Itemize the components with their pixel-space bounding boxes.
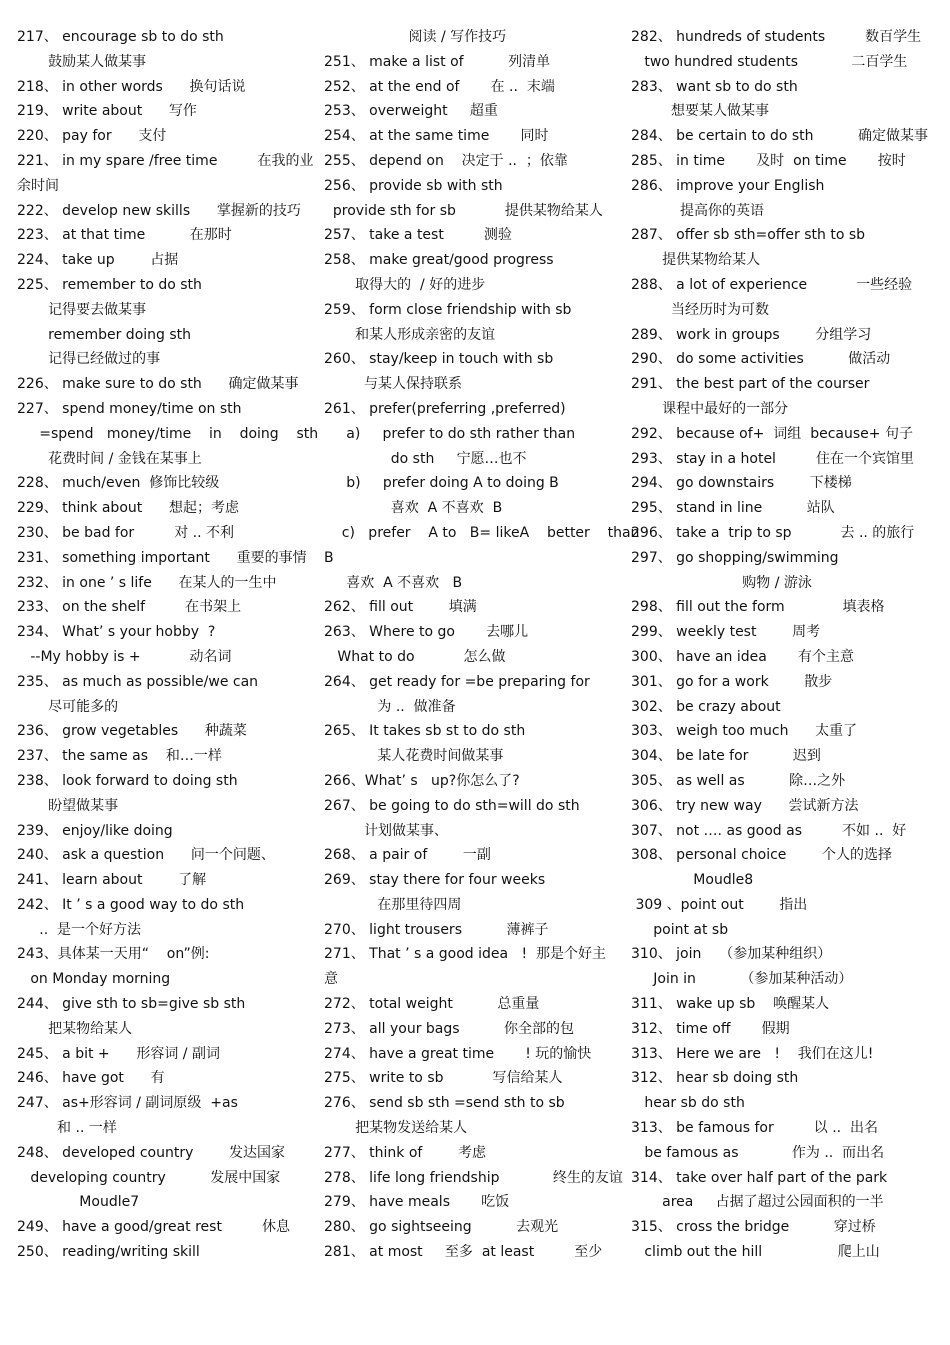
text-line: b) prefer doing A to doing B <box>324 475 559 492</box>
text-line: 294、 go downstairs 下楼梯 <box>631 475 852 492</box>
text-line: 297、 go shopping/swimming <box>631 549 839 566</box>
text-line: 275、 write to sb 写信给某人 <box>324 1070 563 1087</box>
text-line: 313、 Here we are ! 我们在这儿! <box>631 1045 874 1062</box>
text-line: 301、 go for a work 散步 <box>631 673 833 690</box>
text-line: Moudle8 <box>631 872 754 889</box>
text-line: 311、 wake up sb 唤醒某人 <box>631 996 830 1013</box>
text-line: 248、 developed country 发达国家 <box>17 1144 286 1161</box>
text-line: 286、 improve your English <box>631 177 825 194</box>
text-line: 312、 time off 假期 <box>631 1020 790 1037</box>
text-line: 当经历时为可数 <box>631 301 770 318</box>
text-line: 与某人保持联系 <box>324 376 463 393</box>
text-line: do sth 宁愿…也不 <box>324 450 527 467</box>
text-line: 鼓励某人做某事 <box>17 53 147 70</box>
text-line: 271、 That ’ s a good idea ! 那是个好主 <box>324 946 606 963</box>
text-line: 250、 reading/writing skill <box>17 1244 200 1261</box>
text-line: 和 .. 一样 <box>17 1120 117 1137</box>
text-line: 228、 much/even 修饰比较级 <box>17 475 220 492</box>
text-line: Join in （参加某种活动） <box>631 971 853 988</box>
text-line: 244、 give sth to sb=give sb sth <box>17 996 246 1013</box>
text-line: 273、 all your bags 你全部的包 <box>324 1020 575 1037</box>
text-line: 277、 think of 考虑 <box>324 1144 486 1161</box>
text-line: 313、 be famous for 以 .. 出名 <box>631 1120 879 1137</box>
text-line: 259、 form close friendship with sb <box>324 301 572 318</box>
text-line: 303、 weigh too much 太重了 <box>631 723 858 740</box>
text-line: area 占据了超过公园面积的一半 <box>631 1194 884 1211</box>
text-line: 296、 take a trip to sp 去 .. 的旅行 <box>631 524 915 541</box>
text-line: 255、 depend on 决定于 .. ；依靠 <box>324 152 568 169</box>
text-line: 302、 be crazy about <box>631 698 781 715</box>
text-line: 293、 stay in a hotel 住在一个宾馆里 <box>631 450 914 467</box>
text-line: 阅读 / 写作技巧 <box>324 29 507 45</box>
text-line: B <box>324 549 334 566</box>
text-line: 计划做某事、 <box>324 822 449 839</box>
text-line: 提供某物给某人 <box>631 252 761 269</box>
text-line: 268、 a pair of 一副 <box>324 847 491 864</box>
text-line: 304、 be late for 迟到 <box>631 748 821 765</box>
text-line: 把某物发送给某人 <box>324 1120 468 1137</box>
text-line: 242、 It ’ s a good way to do sth <box>17 896 245 913</box>
text-line: 278、 life long friendship 终生的友谊 <box>324 1169 623 1186</box>
text-line: 283、 want sb to do sth <box>631 78 798 95</box>
text-line: 盼望做某事 <box>17 797 119 814</box>
text-line: 260、 stay/keep in touch with sb <box>324 351 554 368</box>
text-line: provide sth for sb 提供某物给某人 <box>324 202 603 219</box>
text-line: 290、 do some activities 做活动 <box>631 351 891 368</box>
text-line: 和某人形成亲密的友谊 <box>324 326 496 343</box>
text-line: 288、 a lot of experience 一些经验 <box>631 276 913 293</box>
text-line: 243、具体某一天用“ on”例: <box>17 946 210 963</box>
text-line: 306、 try new way 尝试新方法 <box>631 797 859 814</box>
text-line: 尽可能多的 <box>17 698 119 715</box>
text-line: 222、 develop new skills 掌握新的技巧 <box>17 202 301 219</box>
text-line: 291、 the best part of the courser <box>631 376 870 393</box>
text-line: 295、 stand in line 站队 <box>631 500 835 517</box>
text-line: 281、 at most 至多 at least 至少 <box>324 1244 603 1261</box>
text-line: 276、 send sb sth =send sth to sb <box>324 1095 565 1112</box>
text-line: 237、 the same as 和…一样 <box>17 748 222 765</box>
text-line: climb out the hill 爬上山 <box>631 1244 880 1261</box>
text-line: 269、 stay there for four weeks <box>324 872 546 889</box>
text-line: 263、 Where to go 去哪儿 <box>324 624 529 641</box>
text-line: 235、 as much as possible/we can <box>17 673 259 690</box>
text-line: .. 是一个好方法 <box>17 921 142 938</box>
text-line: 230、 be bad for 对 .. 不利 <box>17 524 235 541</box>
text-line: 262、 fill out 填满 <box>324 599 477 616</box>
text-line: hear sb do sth <box>631 1095 745 1112</box>
text-line: 220、 pay for 支付 <box>17 128 167 145</box>
text-line: 287、 offer sb sth=offer sth to sb <box>631 227 866 244</box>
text-line: 249、 have a good/great rest 休息 <box>17 1219 290 1236</box>
text-line: 喜欢 A 不喜欢 B <box>324 500 503 517</box>
text-line: 274、 have a great time ! 玩的愉快 <box>324 1045 592 1062</box>
text-line: 298、 fill out the form 填表格 <box>631 599 885 616</box>
text-line: 300、 have an idea 有个主意 <box>631 648 854 665</box>
text-line: 想要某人做某事 <box>631 103 770 120</box>
column-2 <box>324 25 640 1265</box>
text-line: 307、 not …. as good as 不如 .. 好 <box>631 822 907 839</box>
column-3 <box>631 25 936 1265</box>
text-line: 课程中最好的一部分 <box>631 400 789 417</box>
text-line: 232、 in one ’ s life 在某人的一生中 <box>17 574 277 591</box>
text-line: 236、 grow vegetables 种蔬菜 <box>17 723 247 740</box>
text-line: 225、 remember to do sth <box>17 276 202 293</box>
text-line: 把某物给某人 <box>17 1020 133 1037</box>
text-line: 279、 have meals 吃饭 <box>324 1194 510 1211</box>
text-line: --My hobby is + 动名词 <box>17 648 232 665</box>
text-line: 221、 in my spare /free time 在我的业 <box>17 152 314 169</box>
text-line: =spend money/time in doing sth <box>17 425 319 442</box>
text-line: 312、 hear sb doing sth <box>631 1070 799 1087</box>
text-line: 233、 on the shelf 在书架上 <box>17 599 242 616</box>
text-line: 299、 weekly test 周考 <box>631 624 821 641</box>
text-line: 247、 as+形容词 / 副词原级 +as <box>17 1095 238 1112</box>
text-line: 292、 because of+ 词组 because+ 句子 <box>631 425 913 442</box>
text-line: 240、 ask a question 问一个问题、 <box>17 847 275 864</box>
text-line: 266、What’ s up?你怎么了? <box>324 772 520 789</box>
text-line: 284、 be certain to do sth 确定做某事 <box>631 128 929 145</box>
text-line: 记得要去做某事 <box>17 301 147 318</box>
text-line: a) prefer to do sth rather than <box>324 425 576 442</box>
text-line: 264、 get ready for =be preparing for <box>324 673 590 690</box>
text-line: 234、 What’ s your hobby ? <box>17 624 216 641</box>
text-line: 喜欢 A 不喜欢 B <box>324 574 463 591</box>
text-line: 254、 at the same time 同时 <box>324 128 549 145</box>
text-line: 246、 have got 有 <box>17 1070 165 1087</box>
text-line: 308、 personal choice 个人的选择 <box>631 847 893 864</box>
text-line: 310、 join （参加某种组织） <box>631 946 832 963</box>
text-line: 305、 as well as 除…之外 <box>631 772 846 789</box>
text-line: What to do 怎么做 <box>324 648 506 665</box>
text-line: 223、 at that time 在那时 <box>17 227 232 244</box>
text-line: 购物 / 游泳 <box>631 574 812 591</box>
text-line: 261、 prefer(preferring ,preferred) <box>324 400 566 417</box>
text-line: 231、 something important 重要的事情 <box>17 549 307 566</box>
text-line: c) prefer A to B= likeA better than <box>324 524 640 541</box>
text-line: 提高你的英语 <box>631 202 764 219</box>
text-line: two hundred students 二百学生 <box>631 53 908 70</box>
text-line: 270、 light trousers 薄裤子 <box>324 921 549 938</box>
text-line: 253、 overweight 超重 <box>324 103 498 120</box>
text-line: 241、 learn about 了解 <box>17 872 207 889</box>
text-line: 252、 at the end of 在 .. 末端 <box>324 78 555 95</box>
text-line: 某人花费时间做某事 <box>324 748 504 765</box>
text-line: 256、 provide sb with sth <box>324 177 503 194</box>
text-line: 取得大的 / 好的进步 <box>324 276 486 293</box>
text-line: 记得已经做过的事 <box>17 351 161 368</box>
text-line: 219、 write about 写作 <box>17 103 197 120</box>
text-line: 227、 spend money/time on sth <box>17 400 242 417</box>
text-line: 289、 work in groups 分组学习 <box>631 326 872 343</box>
text-line: 272、 total weight 总重量 <box>324 996 540 1013</box>
text-line: 245、 a bit + 形容词 / 副词 <box>17 1045 220 1062</box>
text-line: 315、 cross the bridge 穿过桥 <box>631 1219 876 1236</box>
text-line: developing country 发展中国家 <box>17 1169 281 1186</box>
text-line: 239、 enjoy/like doing <box>17 822 173 839</box>
text-line: 280、 go sightseeing 去观光 <box>324 1219 559 1236</box>
text-line: 258、 make great/good progress <box>324 252 554 269</box>
text-line: 285、 in time 及时 on time 按时 <box>631 152 906 169</box>
text-line: 257、 take a test 测验 <box>324 227 512 244</box>
column-1 <box>17 25 317 1265</box>
text-line: 226、 make sure to do sth 确定做某事 <box>17 376 299 393</box>
text-line: Moudle7 <box>17 1194 140 1211</box>
text-line: be famous as 作为 .. 而出名 <box>631 1144 885 1161</box>
text-line: 282、 hundreds of students 数百学生 <box>631 29 922 45</box>
text-line: 224、 take up 占据 <box>17 252 179 269</box>
text-line: 218、 in other words 换句话说 <box>17 78 246 95</box>
text-line: point at sb <box>631 921 729 938</box>
text-line: 意 <box>324 971 338 988</box>
text-line: 217、 encourage sb to do sth <box>17 29 224 45</box>
text-line: 314、 take over half part of the park <box>631 1169 888 1186</box>
text-line: 251、 make a list of 列清单 <box>324 53 551 70</box>
text-line: on Monday morning <box>17 971 171 988</box>
text-line: 余时间 <box>17 177 59 194</box>
text-line: 238、 look forward to doing sth <box>17 772 238 789</box>
text-line: 在那里待四周 <box>324 896 462 913</box>
text-line: remember doing sth <box>17 326 192 343</box>
text-line: 为 .. 做准备 <box>324 698 456 715</box>
text-line: 265、 It takes sb st to do sth <box>324 723 526 740</box>
text-line: 229、 think about 想起；考虑 <box>17 500 239 517</box>
text-line: 309 、point out 指出 <box>631 896 808 913</box>
text-line: 267、 be going to do sth=will do sth <box>324 797 580 814</box>
text-line: 花费时间 / 金钱在某事上 <box>17 450 202 467</box>
